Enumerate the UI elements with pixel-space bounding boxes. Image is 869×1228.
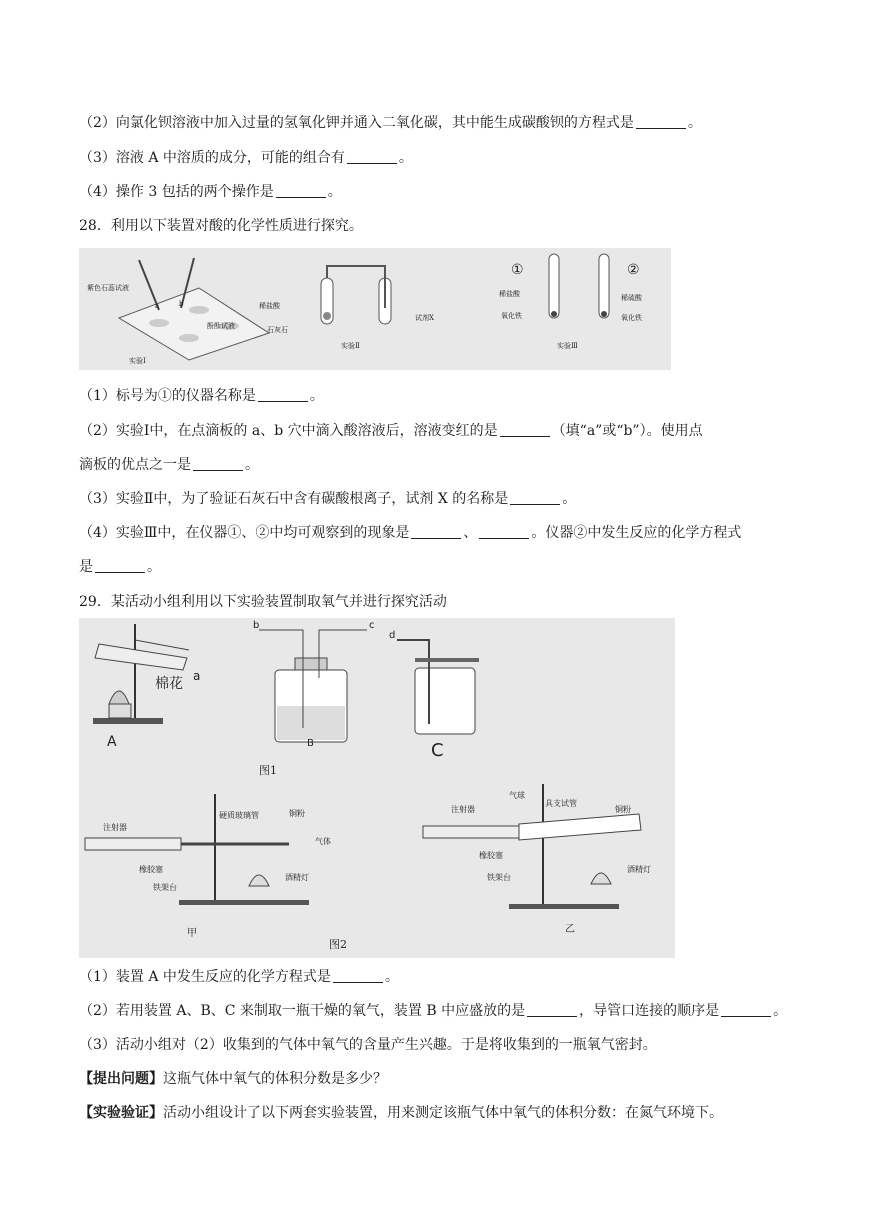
question-28-2 xyxy=(79,421,703,441)
fig28-h2so4-label: 稀硫酸 xyxy=(621,294,642,302)
q29-2-text-2: ，导管口连接的顺序是 xyxy=(579,1003,720,1019)
question-27-2 xyxy=(79,113,702,133)
q28-2-text: （2）实验Ⅰ中，在点滴板的 a、b 穴中滴入酸溶液后，溶液变红的是 xyxy=(79,423,498,439)
q28-3-text: （3）实验Ⅱ中，为了验证石灰石中含有碳酸根离子，试剂 X 的名称是 xyxy=(79,491,509,507)
q27-4-end: 。 xyxy=(327,184,342,200)
answer-blank[interactable] xyxy=(721,1002,771,1017)
fig29-copper1: 铜粉 xyxy=(289,809,305,818)
fig29-gas2: 气球 xyxy=(509,791,525,800)
fig28-x-label: 试剂X xyxy=(415,314,434,322)
verify-tag: 【实验验证】 xyxy=(79,1105,163,1121)
answer-blank[interactable] xyxy=(276,183,326,198)
fig29-port-b: b xyxy=(253,620,260,631)
q28-2c-end: 。 xyxy=(245,457,259,473)
fig28-stone-label: 石灰石 xyxy=(267,326,288,334)
q28-4-sep: 、 xyxy=(463,525,478,541)
fig29-lamp2: 酒精灯 xyxy=(627,865,651,874)
fig28-num1: ① xyxy=(511,262,524,278)
fig28-hole-a: a xyxy=(155,302,160,310)
question-29-3: （3）活动小组对（2）收集到的气体中氧气的含量产生兴趣。于是将收集到的一瓶氧气密封。 xyxy=(79,1037,657,1053)
ask-text: 这瓶气体中氧气的体积分数是多少？ xyxy=(163,1071,387,1087)
ask-tag: 【提出问题】 xyxy=(79,1071,163,1087)
spot-plate-shape xyxy=(119,288,269,360)
question-29-2 xyxy=(79,1001,787,1021)
q28-4-text-2: 。仪器②中发生反应的化学方程式 xyxy=(531,525,742,541)
answer-blank[interactable] xyxy=(500,422,550,437)
fig29-port-c: c xyxy=(369,620,375,631)
q28-4c-end: 。 xyxy=(147,559,161,575)
fig29-stand1: 铁架台 xyxy=(153,883,177,892)
verify-text: 活动小组设计了以下两套实验装置，用来测定该瓶气体中氧气的体积分数：在氮气环境下。 xyxy=(163,1105,723,1121)
fig29-port-a: a xyxy=(193,669,201,683)
question-section-ask xyxy=(79,1069,387,1089)
q28-2c-text: 滴板的优点之一是 xyxy=(79,457,191,473)
q27-3-end: 。 xyxy=(398,150,413,166)
q28-1-end: 。 xyxy=(309,388,324,404)
fig29-yi: 乙 xyxy=(565,924,575,935)
q29-1-end: 。 xyxy=(384,969,399,985)
q28-3-end: 。 xyxy=(562,491,577,507)
q28-1-text: （1）标号为①的仪器名称是 xyxy=(79,388,256,404)
fig29-rubber1: 橡胶塞 xyxy=(139,865,163,874)
fig28-num2: ② xyxy=(627,262,640,278)
question-28-title: 28．利用以下装置对酸的化学性质进行探究。 xyxy=(79,218,363,234)
q27-2-text: （2）向氯化钡溶液中加入过量的氢氧化钾并通入二氧化碳，其中能生成碳酸钡的方程式是 xyxy=(79,115,634,131)
question-28-3 xyxy=(79,489,576,509)
fig29-cotton-label: 棉花 xyxy=(155,676,183,692)
fig28-hcl-label: 稀盐酸 xyxy=(499,290,520,298)
fig29-syringe1: 注射器 xyxy=(103,823,127,832)
question-27-4 xyxy=(79,182,342,202)
q28-4-text: （4）实验Ⅲ中，在仪器①、②中均可观察到的现象是 xyxy=(79,525,410,541)
answer-blank[interactable] xyxy=(527,1002,577,1017)
q29-1-text: （1）装置 A 中发生反应的化学方程式是 xyxy=(79,969,331,985)
question-28-4-cont xyxy=(79,557,161,577)
question-29-title: 29．某活动小组利用以下实验装置制取氧气并进行探究活动 xyxy=(79,594,447,610)
answer-blank[interactable] xyxy=(411,524,461,539)
fig28-fe-label-2: 氧化铁 xyxy=(621,314,642,322)
fig29-gas1: 气体 xyxy=(315,837,331,846)
answer-blank[interactable] xyxy=(510,490,560,505)
q27-3-text: （3）溶液 A 中溶质的成分，可能的组合有 xyxy=(79,150,345,166)
answer-blank[interactable] xyxy=(193,456,243,471)
fig29-label-b: B xyxy=(307,738,314,749)
fig28-acid-label: 稀盐酸 xyxy=(259,302,280,310)
fig29-glasstube: 硬质玻璃管 xyxy=(219,811,259,820)
q29-2-end: 。 xyxy=(773,1003,788,1019)
fig28-exp2-label: 实验Ⅱ xyxy=(341,342,360,350)
fig29-syringe2: 注射器 xyxy=(451,805,475,814)
answer-blank[interactable] xyxy=(333,968,383,983)
figure-oxygen-apparatus xyxy=(79,618,675,958)
q27-4-text: （4）操作 3 包括的两个操作是 xyxy=(79,184,274,200)
q29-2-text: （2）若用装置 A、B、C 来制取一瓶干燥的氧气，装置 B 中应盛放的是 xyxy=(79,1003,526,1019)
question-section-verify xyxy=(79,1103,723,1123)
fig29-label-a: A xyxy=(107,734,117,750)
fig29-fig1-label: 图1 xyxy=(259,764,277,777)
answer-blank[interactable] xyxy=(479,524,529,539)
answer-blank[interactable] xyxy=(258,387,308,402)
figure-acid-experiments xyxy=(79,248,671,370)
fig29-lamp1: 酒精灯 xyxy=(285,873,309,882)
q28-2-hint: （填“a”或“b”）。使用点 xyxy=(551,423,703,439)
fig28-reagent2-label: 酚酞试液 xyxy=(207,322,235,330)
fig28-hole-b: b xyxy=(179,300,184,308)
fig29-jia: 甲 xyxy=(187,928,197,939)
question-28-2-cont xyxy=(79,455,259,475)
answer-blank[interactable] xyxy=(347,149,397,164)
fig28-exp3-label: 实验Ⅲ xyxy=(557,342,578,350)
fig29-fig2-label: 图2 xyxy=(329,938,347,951)
fig29-copper2: 铜粉 xyxy=(615,805,631,814)
fig28-exp1-label: 实验Ⅰ xyxy=(129,357,146,365)
fig29-testtube: 具支试管 xyxy=(545,799,577,808)
fig28-fe-label-1: 氧化铁 xyxy=(501,312,522,320)
question-28-1 xyxy=(79,386,324,406)
q27-2-end: 。 xyxy=(687,115,702,131)
fig29-rubber2: 橡胶塞 xyxy=(479,851,503,860)
fig29-stand2: 铁架台 xyxy=(487,873,511,882)
fig28-reagent-label: 紫色石蕊试液 xyxy=(87,284,129,292)
question-29-1 xyxy=(79,967,399,987)
answer-blank[interactable] xyxy=(95,558,145,573)
answer-blank[interactable] xyxy=(636,114,686,129)
question-27-3 xyxy=(79,148,413,168)
fig29-label-c: C xyxy=(431,740,444,761)
fig29-port-d: d xyxy=(389,630,396,641)
question-28-4 xyxy=(79,523,741,543)
q28-4c-text: 是 xyxy=(79,559,93,575)
